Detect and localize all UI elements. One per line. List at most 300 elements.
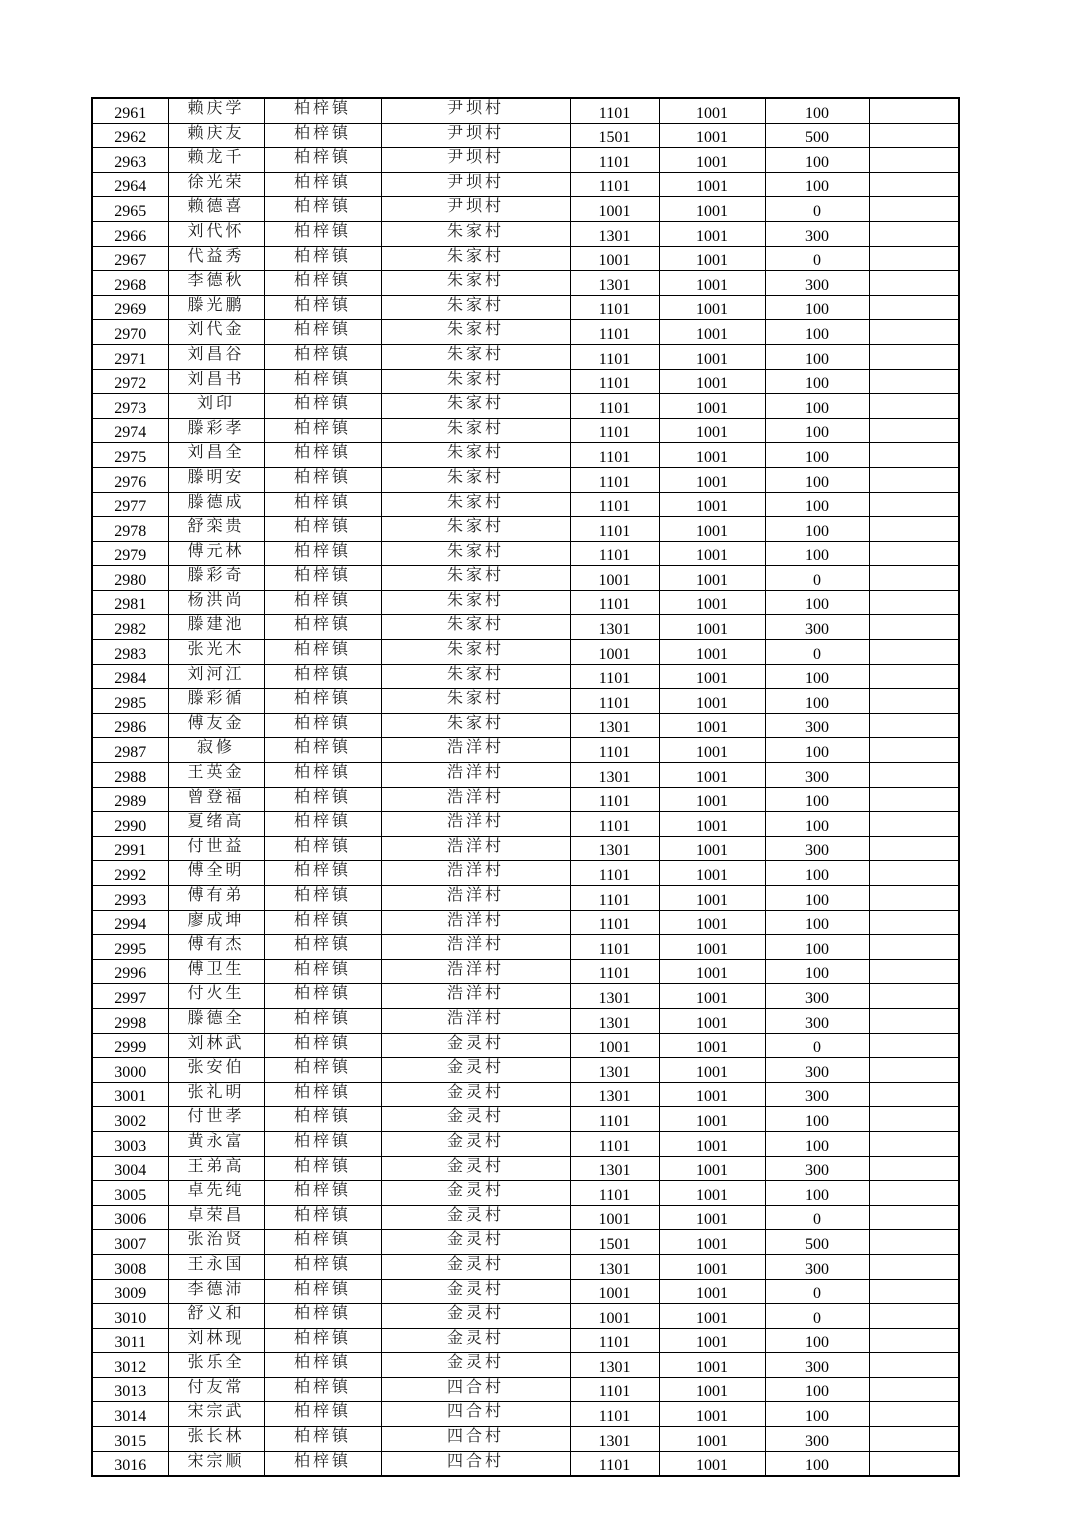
amount-cell: 300 — [765, 1427, 869, 1452]
amount-cell: 100 — [765, 1181, 869, 1206]
code-a-cell: 1101 — [570, 689, 659, 714]
village-cell: 四合村 — [381, 1427, 570, 1452]
town-cell: 柏梓镇 — [264, 98, 381, 123]
person-name-cell: 滕明安 — [168, 467, 264, 492]
amount-cell: 300 — [765, 1008, 869, 1033]
row-number-cell: 2974 — [92, 418, 168, 443]
row-number-cell: 2990 — [92, 812, 168, 837]
table-row — [92, 1377, 959, 1402]
code-b-cell: 1001 — [659, 344, 765, 369]
remark-cell — [869, 886, 959, 911]
code-a-cell: 1301 — [570, 271, 659, 296]
remark-cell — [869, 1279, 959, 1304]
code-a-cell: 1301 — [570, 763, 659, 788]
village-cell: 四合村 — [381, 1451, 570, 1476]
row-number-cell: 2985 — [92, 689, 168, 714]
village-cell: 浩洋村 — [381, 763, 570, 788]
person-name-cell: 舒栾贵 — [168, 517, 264, 542]
row-number-cell: 2966 — [92, 221, 168, 246]
village-cell: 朱家村 — [381, 615, 570, 640]
person-name-cell: 张治贤 — [168, 1230, 264, 1255]
person-name-cell: 张安伯 — [168, 1058, 264, 1083]
code-a-cell: 1101 — [570, 394, 659, 419]
remark-cell — [869, 984, 959, 1009]
amount-cell: 300 — [765, 1082, 869, 1107]
town-cell: 柏梓镇 — [264, 1033, 381, 1058]
amount-cell: 100 — [765, 344, 869, 369]
village-cell: 朱家村 — [381, 467, 570, 492]
village-cell: 朱家村 — [381, 517, 570, 542]
person-name-cell: 张礼明 — [168, 1082, 264, 1107]
code-a-cell: 1301 — [570, 1008, 659, 1033]
village-cell: 金灵村 — [381, 1107, 570, 1132]
remark-cell — [869, 1082, 959, 1107]
amount-cell: 300 — [765, 1353, 869, 1378]
table-row — [92, 689, 959, 714]
row-number-cell: 3010 — [92, 1304, 168, 1329]
code-a-cell: 1101 — [570, 1402, 659, 1427]
table-row — [92, 1230, 959, 1255]
table-row — [92, 221, 959, 246]
row-number-cell: 2968 — [92, 271, 168, 296]
village-cell: 金灵村 — [381, 1033, 570, 1058]
code-b-cell: 1001 — [659, 1451, 765, 1476]
table-row — [92, 1402, 959, 1427]
row-number-cell: 3000 — [92, 1058, 168, 1083]
row-number-cell: 2987 — [92, 738, 168, 763]
code-a-cell: 1101 — [570, 295, 659, 320]
person-name-cell: 张光木 — [168, 640, 264, 665]
code-a-cell: 1301 — [570, 615, 659, 640]
code-a-cell: 1001 — [570, 1304, 659, 1329]
amount-cell: 300 — [765, 836, 869, 861]
village-cell: 金灵村 — [381, 1230, 570, 1255]
amount-cell: 100 — [765, 910, 869, 935]
amount-cell: 100 — [765, 935, 869, 960]
code-b-cell: 1001 — [659, 664, 765, 689]
village-cell: 尹坝村 — [381, 172, 570, 197]
person-name-cell: 刘林现 — [168, 1328, 264, 1353]
code-a-cell: 1101 — [570, 492, 659, 517]
code-b-cell: 1001 — [659, 98, 765, 123]
remark-cell — [869, 590, 959, 615]
table-row — [92, 344, 959, 369]
village-cell: 金灵村 — [381, 1181, 570, 1206]
code-a-cell: 1001 — [570, 1033, 659, 1058]
person-name-cell: 廖成坤 — [168, 910, 264, 935]
amount-cell: 100 — [765, 1107, 869, 1132]
table-row — [92, 1427, 959, 1452]
row-number-cell: 2989 — [92, 787, 168, 812]
remark-cell — [869, 1377, 959, 1402]
row-number-cell: 2998 — [92, 1008, 168, 1033]
code-a-cell: 1001 — [570, 1279, 659, 1304]
code-a-cell: 1001 — [570, 246, 659, 271]
code-b-cell: 1001 — [659, 197, 765, 222]
row-number-cell: 2993 — [92, 886, 168, 911]
code-a-cell: 1301 — [570, 1254, 659, 1279]
table-row — [92, 886, 959, 911]
remark-cell — [869, 1402, 959, 1427]
village-cell: 浩洋村 — [381, 984, 570, 1009]
town-cell: 柏梓镇 — [264, 886, 381, 911]
person-name-cell: 卓先纯 — [168, 1181, 264, 1206]
row-number-cell: 2995 — [92, 935, 168, 960]
remark-cell — [869, 935, 959, 960]
table-row — [92, 738, 959, 763]
person-name-cell: 滕彩奇 — [168, 566, 264, 591]
row-number-cell: 3004 — [92, 1156, 168, 1181]
remark-cell — [869, 738, 959, 763]
village-cell: 朱家村 — [381, 590, 570, 615]
table-row — [92, 984, 959, 1009]
table-row — [92, 836, 959, 861]
town-cell: 柏梓镇 — [264, 1058, 381, 1083]
table-row — [92, 763, 959, 788]
table-row — [92, 443, 959, 468]
code-a-cell: 1001 — [570, 197, 659, 222]
row-number-cell: 3009 — [92, 1279, 168, 1304]
village-cell: 朱家村 — [381, 664, 570, 689]
code-b-cell: 1001 — [659, 787, 765, 812]
person-name-cell: 刘代金 — [168, 320, 264, 345]
remark-cell — [869, 713, 959, 738]
town-cell: 柏梓镇 — [264, 197, 381, 222]
remark-cell — [869, 640, 959, 665]
row-number-cell: 2980 — [92, 566, 168, 591]
person-name-cell: 曾登福 — [168, 787, 264, 812]
amount-cell: 300 — [765, 615, 869, 640]
remark-cell — [869, 394, 959, 419]
row-number-cell: 3003 — [92, 1131, 168, 1156]
table-row — [92, 1279, 959, 1304]
row-number-cell: 2991 — [92, 836, 168, 861]
amount-cell: 100 — [765, 492, 869, 517]
town-cell: 柏梓镇 — [264, 1156, 381, 1181]
amount-cell: 100 — [765, 148, 869, 173]
code-b-cell: 1001 — [659, 640, 765, 665]
amount-cell: 100 — [765, 590, 869, 615]
code-a-cell: 1001 — [570, 1205, 659, 1230]
village-cell: 朱家村 — [381, 344, 570, 369]
remark-cell — [869, 1353, 959, 1378]
town-cell: 柏梓镇 — [264, 271, 381, 296]
town-cell: 柏梓镇 — [264, 1008, 381, 1033]
amount-cell: 300 — [765, 221, 869, 246]
amount-cell: 100 — [765, 295, 869, 320]
table-row — [92, 640, 959, 665]
person-name-cell: 舒义和 — [168, 1304, 264, 1329]
town-cell: 柏梓镇 — [264, 492, 381, 517]
amount-cell: 100 — [765, 787, 869, 812]
row-number-cell: 2979 — [92, 541, 168, 566]
amount-cell: 100 — [765, 959, 869, 984]
town-cell: 柏梓镇 — [264, 590, 381, 615]
village-cell: 朱家村 — [381, 640, 570, 665]
row-number-cell: 2982 — [92, 615, 168, 640]
table-row — [92, 418, 959, 443]
code-b-cell: 1001 — [659, 172, 765, 197]
village-cell: 金灵村 — [381, 1131, 570, 1156]
code-b-cell: 1001 — [659, 935, 765, 960]
town-cell: 柏梓镇 — [264, 1304, 381, 1329]
person-name-cell: 宋宗武 — [168, 1402, 264, 1427]
code-a-cell: 1101 — [570, 1377, 659, 1402]
table-row — [92, 1451, 959, 1476]
code-a-cell: 1101 — [570, 910, 659, 935]
row-number-cell: 3002 — [92, 1107, 168, 1132]
town-cell: 柏梓镇 — [264, 1328, 381, 1353]
person-name-cell: 杨洪尚 — [168, 590, 264, 615]
code-b-cell: 1001 — [659, 861, 765, 886]
village-cell: 朱家村 — [381, 221, 570, 246]
remark-cell — [869, 959, 959, 984]
person-name-cell: 王弟高 — [168, 1156, 264, 1181]
remark-cell — [869, 123, 959, 148]
table-row — [92, 517, 959, 542]
remark-cell — [869, 369, 959, 394]
table-row — [92, 295, 959, 320]
amount-cell: 100 — [765, 664, 869, 689]
person-name-cell: 傅有弟 — [168, 886, 264, 911]
code-b-cell: 1001 — [659, 1082, 765, 1107]
table-row — [92, 394, 959, 419]
person-name-cell: 卓荣昌 — [168, 1205, 264, 1230]
code-b-cell: 1001 — [659, 910, 765, 935]
amount-cell: 100 — [765, 1402, 869, 1427]
person-name-cell: 王永国 — [168, 1254, 264, 1279]
code-a-cell: 1501 — [570, 123, 659, 148]
amount-cell: 100 — [765, 467, 869, 492]
amount-cell: 100 — [765, 320, 869, 345]
row-number-cell: 2972 — [92, 369, 168, 394]
row-number-cell: 2978 — [92, 517, 168, 542]
town-cell: 柏梓镇 — [264, 713, 381, 738]
row-number-cell: 2967 — [92, 246, 168, 271]
person-name-cell: 刘林武 — [168, 1033, 264, 1058]
town-cell: 柏梓镇 — [264, 541, 381, 566]
village-cell: 朱家村 — [381, 320, 570, 345]
code-b-cell: 1001 — [659, 1058, 765, 1083]
remark-cell — [869, 271, 959, 296]
town-cell: 柏梓镇 — [264, 1279, 381, 1304]
amount-cell: 100 — [765, 1451, 869, 1476]
row-number-cell: 2988 — [92, 763, 168, 788]
person-name-cell: 黄永富 — [168, 1131, 264, 1156]
table-row — [92, 713, 959, 738]
remark-cell — [869, 836, 959, 861]
remark-cell — [869, 1107, 959, 1132]
code-a-cell: 1301 — [570, 1353, 659, 1378]
row-number-cell: 3015 — [92, 1427, 168, 1452]
town-cell: 柏梓镇 — [264, 984, 381, 1009]
town-cell: 柏梓镇 — [264, 1181, 381, 1206]
code-b-cell: 1001 — [659, 1107, 765, 1132]
code-b-cell: 1001 — [659, 320, 765, 345]
remark-cell — [869, 861, 959, 886]
town-cell: 柏梓镇 — [264, 640, 381, 665]
code-b-cell: 1001 — [659, 1033, 765, 1058]
town-cell: 柏梓镇 — [264, 295, 381, 320]
code-a-cell: 1101 — [570, 1107, 659, 1132]
code-b-cell: 1001 — [659, 1328, 765, 1353]
table-row — [92, 861, 959, 886]
row-number-cell: 3005 — [92, 1181, 168, 1206]
row-number-cell: 3014 — [92, 1402, 168, 1427]
row-number-cell: 3011 — [92, 1328, 168, 1353]
town-cell: 柏梓镇 — [264, 172, 381, 197]
person-name-cell: 滕德全 — [168, 1008, 264, 1033]
table-row — [92, 1304, 959, 1329]
code-a-cell: 1001 — [570, 640, 659, 665]
amount-cell: 300 — [765, 713, 869, 738]
code-b-cell: 1001 — [659, 590, 765, 615]
town-cell: 柏梓镇 — [264, 148, 381, 173]
code-b-cell: 1001 — [659, 517, 765, 542]
row-number-cell: 2961 — [92, 98, 168, 123]
amount-cell: 0 — [765, 640, 869, 665]
remark-cell — [869, 1181, 959, 1206]
table-row — [92, 246, 959, 271]
amount-cell: 0 — [765, 197, 869, 222]
remark-cell — [869, 1205, 959, 1230]
table-row — [92, 123, 959, 148]
amount-cell: 300 — [765, 1058, 869, 1083]
village-cell: 金灵村 — [381, 1205, 570, 1230]
code-b-cell: 1001 — [659, 1008, 765, 1033]
remark-cell — [869, 1058, 959, 1083]
code-a-cell: 1101 — [570, 541, 659, 566]
person-name-cell: 宋宗顺 — [168, 1451, 264, 1476]
row-number-cell: 2983 — [92, 640, 168, 665]
code-a-cell: 1101 — [570, 443, 659, 468]
person-name-cell: 付世孝 — [168, 1107, 264, 1132]
remark-cell — [869, 221, 959, 246]
town-cell: 柏梓镇 — [264, 1254, 381, 1279]
row-number-cell: 2997 — [92, 984, 168, 1009]
row-number-cell: 2986 — [92, 713, 168, 738]
town-cell: 柏梓镇 — [264, 344, 381, 369]
amount-cell: 300 — [765, 1254, 869, 1279]
village-cell: 浩洋村 — [381, 812, 570, 837]
code-a-cell: 1101 — [570, 590, 659, 615]
code-b-cell: 1001 — [659, 1402, 765, 1427]
table-row — [92, 98, 959, 123]
town-cell: 柏梓镇 — [264, 812, 381, 837]
person-name-cell: 付世益 — [168, 836, 264, 861]
person-name-cell: 付友常 — [168, 1377, 264, 1402]
code-b-cell: 1001 — [659, 812, 765, 837]
town-cell: 柏梓镇 — [264, 689, 381, 714]
code-a-cell: 1101 — [570, 886, 659, 911]
town-cell: 柏梓镇 — [264, 320, 381, 345]
person-name-cell: 徐光荣 — [168, 172, 264, 197]
row-number-cell: 2976 — [92, 467, 168, 492]
table-row — [92, 1131, 959, 1156]
table-row — [92, 1033, 959, 1058]
person-name-cell: 夏绪高 — [168, 812, 264, 837]
person-name-cell: 刘昌全 — [168, 443, 264, 468]
code-b-cell: 1001 — [659, 443, 765, 468]
village-cell: 尹坝村 — [381, 98, 570, 123]
town-cell: 柏梓镇 — [264, 221, 381, 246]
code-a-cell: 1301 — [570, 713, 659, 738]
code-a-cell: 1101 — [570, 1131, 659, 1156]
table-row — [92, 1205, 959, 1230]
table-row — [92, 320, 959, 345]
row-number-cell: 3013 — [92, 1377, 168, 1402]
remark-cell — [869, 517, 959, 542]
amount-cell: 100 — [765, 886, 869, 911]
row-number-cell: 2963 — [92, 148, 168, 173]
village-cell: 朱家村 — [381, 541, 570, 566]
table-row — [92, 812, 959, 837]
table-row — [92, 172, 959, 197]
table-row — [92, 1328, 959, 1353]
amount-cell: 300 — [765, 1156, 869, 1181]
amount-cell: 500 — [765, 123, 869, 148]
amount-cell: 100 — [765, 517, 869, 542]
code-a-cell: 1101 — [570, 98, 659, 123]
code-b-cell: 1001 — [659, 418, 765, 443]
code-b-cell: 1001 — [659, 689, 765, 714]
person-name-cell: 滕光鹏 — [168, 295, 264, 320]
code-a-cell: 1101 — [570, 148, 659, 173]
person-name-cell: 张乐全 — [168, 1353, 264, 1378]
amount-cell: 100 — [765, 1377, 869, 1402]
code-a-cell: 1101 — [570, 369, 659, 394]
amount-cell: 100 — [765, 812, 869, 837]
person-name-cell: 寂修 — [168, 738, 264, 763]
remark-cell — [869, 295, 959, 320]
remark-cell — [869, 172, 959, 197]
town-cell: 柏梓镇 — [264, 664, 381, 689]
row-number-cell: 2970 — [92, 320, 168, 345]
remark-cell — [869, 1427, 959, 1452]
code-a-cell: 1301 — [570, 1156, 659, 1181]
row-number-cell: 3016 — [92, 1451, 168, 1476]
amount-cell: 100 — [765, 98, 869, 123]
row-number-cell: 2975 — [92, 443, 168, 468]
code-a-cell: 1301 — [570, 984, 659, 1009]
village-cell: 四合村 — [381, 1402, 570, 1427]
code-b-cell: 1001 — [659, 1254, 765, 1279]
code-a-cell: 1301 — [570, 1427, 659, 1452]
amount-cell: 0 — [765, 1205, 869, 1230]
row-number-cell: 2962 — [92, 123, 168, 148]
town-cell: 柏梓镇 — [264, 566, 381, 591]
code-b-cell: 1001 — [659, 1377, 765, 1402]
table-row — [92, 1107, 959, 1132]
person-name-cell: 张长林 — [168, 1427, 264, 1452]
row-number-cell: 2964 — [92, 172, 168, 197]
code-a-cell: 1101 — [570, 959, 659, 984]
table-row — [92, 615, 959, 640]
town-cell: 柏梓镇 — [264, 394, 381, 419]
remark-cell — [869, 443, 959, 468]
town-cell: 柏梓镇 — [264, 615, 381, 640]
village-cell: 四合村 — [381, 1377, 570, 1402]
row-number-cell: 2996 — [92, 959, 168, 984]
code-a-cell: 1101 — [570, 344, 659, 369]
person-name-cell: 王英金 — [168, 763, 264, 788]
data-table — [91, 97, 960, 1477]
town-cell: 柏梓镇 — [264, 467, 381, 492]
village-cell: 浩洋村 — [381, 886, 570, 911]
remark-cell — [869, 566, 959, 591]
amount-cell: 100 — [765, 369, 869, 394]
town-cell: 柏梓镇 — [264, 1402, 381, 1427]
